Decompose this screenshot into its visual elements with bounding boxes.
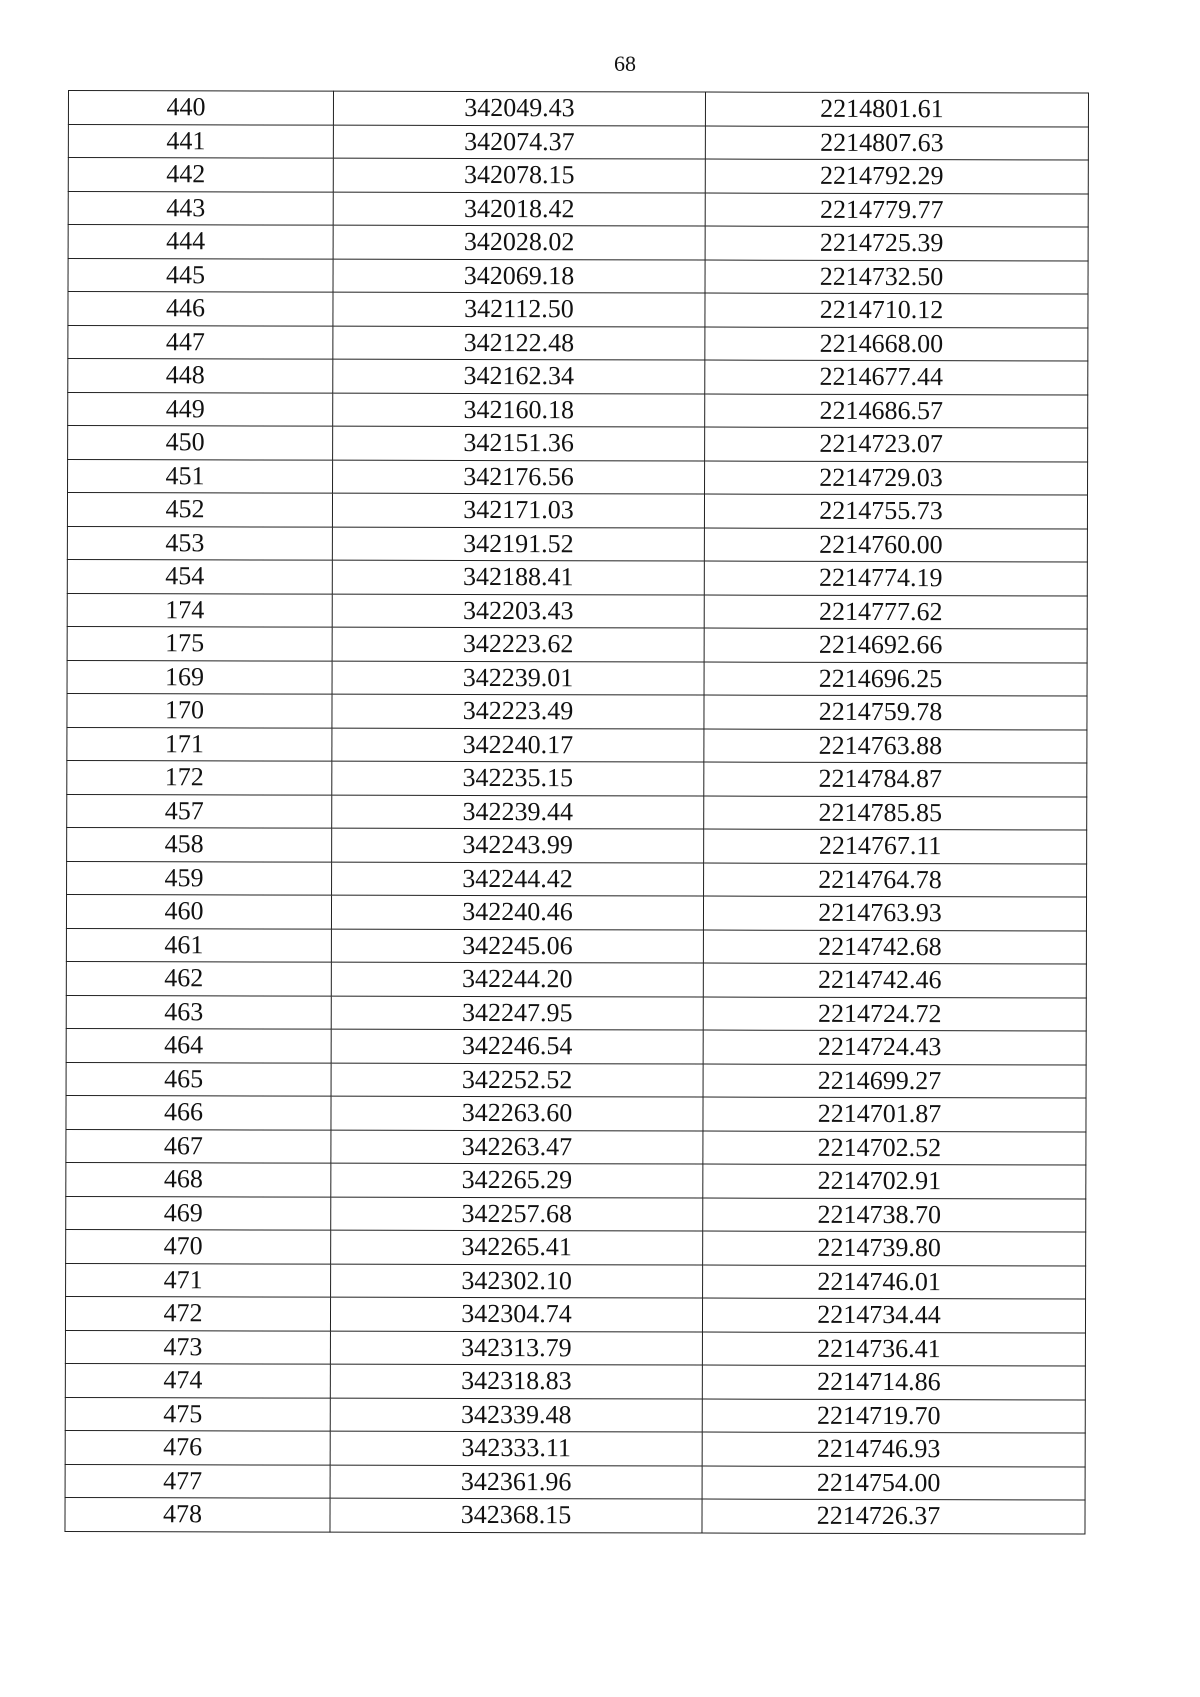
table-row xyxy=(68,191,1088,227)
x-coord-cell: 342244.42 xyxy=(332,862,704,896)
y-coord-cell: 2214724.72 xyxy=(703,997,1086,1031)
y-coord-cell: 2214719.70 xyxy=(702,1399,1085,1433)
y-coord-cell: 2214668.00 xyxy=(705,327,1088,361)
x-coord-cell: 342240.46 xyxy=(331,895,703,929)
x-coord-cell: 342240.17 xyxy=(332,728,704,762)
y-coord-cell: 2214755.73 xyxy=(704,494,1087,528)
coordinates-table-body xyxy=(65,91,1089,1534)
table-row xyxy=(67,693,1087,729)
y-coord-cell: 2214767.11 xyxy=(704,829,1087,863)
coordinates-table xyxy=(64,90,1089,1534)
x-coord-cell: 342244.20 xyxy=(331,962,703,996)
table-row xyxy=(67,727,1087,763)
y-coord-cell: 2214742.68 xyxy=(703,930,1086,964)
x-coord-cell: 342162.34 xyxy=(333,359,705,393)
table-row xyxy=(67,861,1087,897)
point-id-cell: 174 xyxy=(67,593,332,627)
y-coord-cell: 2214801.61 xyxy=(705,92,1088,126)
y-coord-cell: 2214785.85 xyxy=(704,796,1087,830)
x-coord-cell: 342313.79 xyxy=(330,1331,702,1365)
y-coord-cell: 2214686.57 xyxy=(705,394,1088,428)
y-coord-cell: 2214774.19 xyxy=(704,561,1087,595)
point-id-cell: 451 xyxy=(68,459,333,493)
x-coord-cell: 342160.18 xyxy=(333,393,705,427)
point-id-cell: 457 xyxy=(67,794,332,828)
table-row xyxy=(66,1129,1086,1165)
table-row xyxy=(65,1430,1085,1466)
table-row xyxy=(67,660,1087,696)
y-coord-cell: 2214732.50 xyxy=(705,260,1088,294)
point-id-cell: 463 xyxy=(66,995,331,1029)
x-coord-cell: 342239.01 xyxy=(332,661,704,695)
x-coord-cell: 342245.06 xyxy=(331,929,703,963)
y-coord-cell: 2214726.37 xyxy=(702,1499,1085,1533)
x-coord-cell: 342049.43 xyxy=(333,91,705,125)
point-id-cell: 460 xyxy=(66,894,331,928)
y-coord-cell: 2214742.46 xyxy=(703,963,1086,997)
x-coord-cell: 342239.44 xyxy=(332,795,704,829)
y-coord-cell: 2214702.52 xyxy=(703,1131,1086,1165)
y-coord-cell: 2214736.41 xyxy=(702,1332,1085,1366)
y-coord-cell: 2214784.87 xyxy=(704,762,1087,796)
table-row xyxy=(67,526,1087,562)
table-row xyxy=(68,158,1088,194)
table-row xyxy=(68,392,1088,428)
point-id-cell: 471 xyxy=(66,1263,331,1297)
y-coord-cell: 2214734.44 xyxy=(702,1298,1085,1332)
y-coord-cell: 2214699.27 xyxy=(703,1064,1086,1098)
table-row xyxy=(66,1196,1086,1232)
y-coord-cell: 2214779.77 xyxy=(705,193,1088,227)
table-row xyxy=(66,961,1086,997)
point-id-cell: 475 xyxy=(65,1397,330,1431)
table-row xyxy=(68,258,1088,294)
table-row xyxy=(66,1162,1086,1198)
point-id-cell: 477 xyxy=(65,1464,330,1498)
table-row xyxy=(66,928,1086,964)
point-id-cell: 470 xyxy=(66,1229,331,1263)
x-coord-cell: 342151.36 xyxy=(333,426,705,460)
x-coord-cell: 342304.74 xyxy=(330,1297,702,1331)
table-row xyxy=(67,493,1087,529)
x-coord-cell: 342368.15 xyxy=(330,1498,702,1532)
table-row xyxy=(68,292,1088,328)
point-id-cell: 452 xyxy=(67,493,332,527)
x-coord-cell: 342223.62 xyxy=(332,627,704,661)
point-id-cell: 459 xyxy=(67,861,332,895)
y-coord-cell: 2214739.80 xyxy=(703,1231,1086,1265)
x-coord-cell: 342078.15 xyxy=(333,158,705,192)
y-coord-cell: 2214725.39 xyxy=(705,226,1088,260)
point-id-cell: 446 xyxy=(68,292,333,326)
point-id-cell: 450 xyxy=(68,426,333,460)
x-coord-cell: 342191.52 xyxy=(332,527,704,561)
point-id-cell: 474 xyxy=(65,1363,330,1397)
table-row xyxy=(66,1229,1086,1265)
x-coord-cell: 342302.10 xyxy=(331,1264,703,1298)
x-coord-cell: 342263.47 xyxy=(331,1130,703,1164)
y-coord-cell: 2214760.00 xyxy=(704,528,1087,562)
x-coord-cell: 342318.83 xyxy=(330,1364,702,1398)
y-coord-cell: 2214746.93 xyxy=(702,1432,1085,1466)
table-row xyxy=(67,794,1087,830)
point-id-cell: 444 xyxy=(68,225,333,259)
table-row xyxy=(67,626,1087,662)
y-coord-cell: 2214710.12 xyxy=(705,293,1088,327)
table-row xyxy=(68,359,1088,395)
y-coord-cell: 2214696.25 xyxy=(704,662,1087,696)
y-coord-cell: 2214777.62 xyxy=(704,595,1087,629)
table-row xyxy=(65,1296,1085,1332)
table-row xyxy=(68,124,1088,160)
table-row xyxy=(68,91,1088,127)
point-id-cell: 468 xyxy=(66,1162,331,1196)
point-id-cell: 461 xyxy=(66,928,331,962)
table-row xyxy=(66,1028,1086,1064)
point-id-cell: 465 xyxy=(66,1062,331,1096)
y-coord-cell: 2214746.01 xyxy=(703,1265,1086,1299)
table-row xyxy=(65,1363,1085,1399)
point-id-cell: 171 xyxy=(67,727,332,761)
y-coord-cell: 2214763.93 xyxy=(703,896,1086,930)
point-id-cell: 443 xyxy=(68,191,333,225)
y-coord-cell: 2214738.70 xyxy=(703,1198,1086,1232)
x-coord-cell: 342028.02 xyxy=(333,225,705,259)
y-coord-cell: 2214677.44 xyxy=(705,360,1088,394)
point-id-cell: 169 xyxy=(67,660,332,694)
x-coord-cell: 342333.11 xyxy=(330,1431,702,1465)
table-row xyxy=(68,325,1088,361)
table-row xyxy=(67,559,1087,595)
table-row xyxy=(66,894,1086,930)
x-coord-cell: 342112.50 xyxy=(333,292,705,326)
x-coord-cell: 342263.60 xyxy=(331,1096,703,1130)
point-id-cell: 454 xyxy=(67,559,332,593)
point-id-cell: 172 xyxy=(67,760,332,794)
table-row xyxy=(66,1062,1086,1098)
point-id-cell: 448 xyxy=(68,359,333,393)
point-id-cell: 441 xyxy=(68,124,333,158)
y-coord-cell: 2214702.91 xyxy=(703,1164,1086,1198)
x-coord-cell: 342265.29 xyxy=(331,1163,703,1197)
point-id-cell: 467 xyxy=(66,1129,331,1163)
x-coord-cell: 342243.99 xyxy=(332,828,704,862)
coordinates-table-wrapper xyxy=(64,90,1088,1534)
point-id-cell: 476 xyxy=(65,1430,330,1464)
point-id-cell: 445 xyxy=(68,258,333,292)
x-coord-cell: 342122.48 xyxy=(333,326,705,360)
table-row xyxy=(65,1397,1085,1433)
point-id-cell: 464 xyxy=(66,1028,331,1062)
x-coord-cell: 342265.41 xyxy=(331,1230,703,1264)
y-coord-cell: 2214701.87 xyxy=(703,1097,1086,1131)
y-coord-cell: 2214763.88 xyxy=(704,729,1087,763)
point-id-cell: 175 xyxy=(67,626,332,660)
table-row xyxy=(65,1464,1085,1500)
y-coord-cell: 2214807.63 xyxy=(705,126,1088,160)
point-id-cell: 478 xyxy=(65,1497,330,1531)
point-id-cell: 170 xyxy=(67,693,332,727)
point-id-cell: 472 xyxy=(65,1296,330,1330)
y-coord-cell: 2214764.78 xyxy=(704,863,1087,897)
table-row xyxy=(65,1330,1085,1366)
point-id-cell: 473 xyxy=(65,1330,330,1364)
table-row xyxy=(66,995,1086,1031)
point-id-cell: 440 xyxy=(68,91,333,125)
x-coord-cell: 342171.03 xyxy=(332,493,704,527)
x-coord-cell: 342069.18 xyxy=(333,259,705,293)
table-row xyxy=(66,1095,1086,1131)
x-coord-cell: 342246.54 xyxy=(331,1029,703,1063)
y-coord-cell: 2214692.66 xyxy=(704,628,1087,662)
y-coord-cell: 2214792.29 xyxy=(705,159,1088,193)
x-coord-cell: 342339.48 xyxy=(330,1398,702,1432)
x-coord-cell: 342203.43 xyxy=(332,594,704,628)
x-coord-cell: 342257.68 xyxy=(331,1197,703,1231)
table-row xyxy=(65,1497,1085,1533)
point-id-cell: 453 xyxy=(67,526,332,560)
x-coord-cell: 342018.42 xyxy=(333,192,705,226)
point-id-cell: 462 xyxy=(66,961,331,995)
table-row xyxy=(68,426,1088,462)
point-id-cell: 449 xyxy=(68,392,333,426)
table-row xyxy=(67,827,1087,863)
point-id-cell: 442 xyxy=(68,158,333,192)
point-id-cell: 458 xyxy=(67,827,332,861)
y-coord-cell: 2214754.00 xyxy=(702,1466,1085,1500)
table-row xyxy=(67,760,1087,796)
y-coord-cell: 2214759.78 xyxy=(704,695,1087,729)
y-coord-cell: 2214724.43 xyxy=(703,1030,1086,1064)
x-coord-cell: 342188.41 xyxy=(332,560,704,594)
x-coord-cell: 342235.15 xyxy=(332,761,704,795)
x-coord-cell: 342361.96 xyxy=(330,1465,702,1499)
y-coord-cell: 2214729.03 xyxy=(705,461,1088,495)
table-row xyxy=(67,593,1087,629)
x-coord-cell: 342176.56 xyxy=(333,460,705,494)
x-coord-cell: 342252.52 xyxy=(331,1063,703,1097)
table-row xyxy=(66,1263,1086,1299)
y-coord-cell: 2214723.07 xyxy=(705,427,1088,461)
y-coord-cell: 2214714.86 xyxy=(702,1365,1085,1399)
point-id-cell: 469 xyxy=(66,1196,331,1230)
x-coord-cell: 342247.95 xyxy=(331,996,703,1030)
point-id-cell: 466 xyxy=(66,1095,331,1129)
x-coord-cell: 342074.37 xyxy=(333,125,705,159)
table-row xyxy=(68,225,1088,261)
page-number: 68 xyxy=(614,51,636,76)
point-id-cell: 447 xyxy=(68,325,333,359)
x-coord-cell: 342223.49 xyxy=(332,694,704,728)
table-row xyxy=(68,459,1088,495)
